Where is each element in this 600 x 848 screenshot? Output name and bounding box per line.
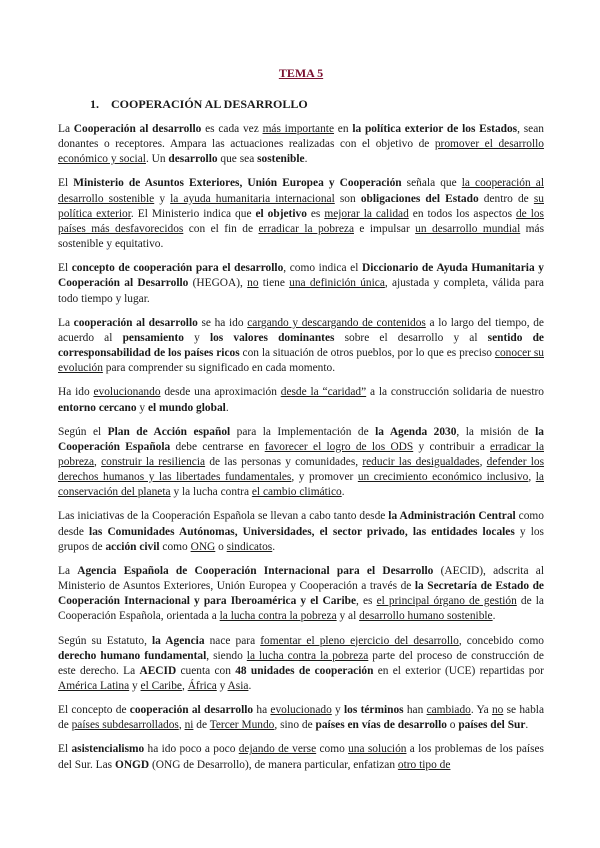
text-run: ha ido poco a poco (144, 743, 239, 756)
text-run: . El Ministerio indica que (130, 207, 256, 220)
underlined-text: Tercer Mundo (209, 719, 275, 732)
section-heading (90, 97, 544, 112)
text-run: nace para (204, 634, 261, 647)
bold-text: Agencia Española de Cooperación Internacional para el Desarrollo (77, 564, 434, 577)
underlined-text: no (491, 704, 504, 717)
text-run: . (304, 153, 308, 166)
paragraph (58, 742, 544, 772)
text-run: han (403, 704, 427, 717)
text-run: de (193, 719, 210, 732)
text-run: El concepto de (58, 704, 130, 717)
underlined-text: fomentar el pleno ejercicio del desarrollo (260, 634, 459, 647)
paragraph (58, 261, 544, 306)
text-run: , (479, 455, 487, 468)
text-run: de la Cooperación Española, orientada a (58, 595, 544, 623)
text-run: como desde (58, 510, 544, 538)
paragraph (58, 509, 544, 554)
underlined-text: la cooperación al desarrollo sostenible (58, 177, 544, 205)
underlined-text: un desarrollo mundial (415, 222, 521, 235)
document-title: TEMA 5 (278, 66, 324, 80)
underlined-text: no (247, 277, 259, 290)
text-run: . (341, 486, 345, 499)
text-run: y (216, 680, 228, 692)
underlined-text: cargando y descargando de contenidos (247, 316, 426, 329)
underlined-text: el principal órgano de gestión (376, 595, 517, 608)
text-run: , ajustada y completa, válida para todo tiempo y lugar. (58, 277, 544, 305)
underlined-text: un crecimiento económico inclusivo (357, 471, 529, 484)
text-run: (AECID), adscrita al Ministerio de Asuntos Exteriores, Unión Europea y Cooperación a través de (58, 564, 544, 593)
bold-text: asistencialismo (71, 743, 145, 756)
text-run: como (316, 743, 349, 756)
text-run: cuenta con (176, 664, 236, 677)
underlined-text: erradicar la pobreza (258, 222, 354, 235)
underlined-text: países subdesarrollados (71, 719, 179, 732)
text-run: o (446, 719, 459, 732)
text-run: y (183, 331, 210, 344)
underlined-text: ni (184, 719, 194, 732)
underlined-text: mejorar la calidad (324, 207, 409, 220)
bold-text: sostenible (257, 153, 305, 166)
text-run: tiene (258, 277, 290, 290)
text-run: . (225, 401, 229, 414)
section-heading-text: COOPERACIÓN AL DESARROLLO (111, 97, 308, 111)
text-run: La (58, 564, 78, 577)
text-run: y (129, 680, 141, 692)
text-run: La (58, 123, 74, 135)
bold-text: la Agencia (152, 634, 205, 647)
underlined-text: la ayuda humanitaria internacional (170, 192, 335, 205)
paragraph (58, 634, 544, 695)
underlined-text: construir la resiliencia (101, 455, 206, 468)
text-run: se ha ido (197, 316, 248, 329)
text-run: Ha ido (58, 386, 94, 399)
bold-text: pensamiento (122, 331, 184, 344)
text-run: . Ya (470, 704, 492, 717)
text-run: parte del proceso de construcción de este derecho. La (58, 649, 544, 677)
bold-text: el objetivo (255, 207, 307, 220)
paragraph (58, 176, 544, 252)
underlined-text: evolucionado (270, 704, 332, 717)
underlined-text: defender los derechos humanos y las libertades fundamentales (58, 455, 545, 484)
section-number: 1. (90, 97, 99, 111)
bold-text: Ministerio de Asuntos Exteriores, Unión Europea y Cooperación (73, 177, 402, 190)
text-run: , siendo (206, 649, 247, 662)
text-run: a la construcción solidaria de nuestro (366, 386, 544, 399)
underlined-text: desde la “caridad” (280, 386, 367, 399)
bold-text: entorno cercano (58, 401, 137, 414)
bold-text: cooperación al desarrollo (129, 704, 254, 717)
paragraph (58, 703, 544, 733)
text-run: con el fin de (183, 222, 259, 235)
underlined-text: evolucionando (93, 386, 161, 399)
bold-text: la Administración Central (388, 510, 516, 523)
text-run: en (334, 123, 353, 135)
text-run: , (94, 455, 102, 468)
document-page (58, 66, 544, 782)
bold-text: la política exterior de los Estados (352, 123, 518, 135)
underlined-text: desarrollo humano sostenible (359, 610, 493, 623)
bold-text: acción civil (105, 540, 160, 553)
bold-text: ONGD (114, 758, 150, 771)
underlined-text: ONG (190, 540, 216, 553)
text-run: El (58, 743, 72, 756)
text-run: para la Implementación de (230, 425, 376, 438)
text-run: son (334, 192, 361, 205)
underlined-text: más importante (262, 123, 335, 135)
text-run: ha (253, 704, 271, 717)
text-run: , concebido como (458, 634, 544, 647)
underlined-text: el cambio climático (251, 486, 342, 499)
paragraph (58, 385, 544, 415)
text-run: sobre el desarrollo y al (334, 331, 488, 344)
text-run: e impulsar (354, 222, 416, 235)
text-run: es cada vez (201, 123, 263, 135)
text-run: Según su Estatuto, (58, 634, 152, 647)
text-run: , y promover (291, 471, 358, 484)
paragraph (58, 564, 544, 625)
text-run: y al (336, 610, 360, 623)
bold-text: Diccionario de Ayuda Humanitaria y Cooperación al Desarrollo (58, 262, 544, 290)
underlined-text: África (187, 680, 217, 692)
bold-text: AECID (139, 664, 177, 677)
text-run: desde una aproximación (160, 386, 281, 399)
underlined-text: su política exterior (58, 192, 544, 220)
text-run: es (306, 207, 325, 220)
bold-text: derecho humano fundamental (58, 649, 207, 662)
underlined-text: una solución (348, 743, 407, 756)
bold-text: las Comunidades Autónomas, Universidades, el sector privado, las entidades locales (89, 525, 515, 538)
text-run: , (178, 719, 185, 732)
bold-text: países del Sur (458, 719, 526, 732)
text-run: . (492, 610, 496, 623)
text-run: que sea (217, 153, 258, 166)
underlined-text: de los países más desfavorecidos (58, 207, 544, 235)
bold-text: los valores dominantes (209, 331, 335, 344)
underlined-text: la conservación del planeta (58, 471, 544, 499)
bold-text: sentido de corresponsabilidad de los países ricos (58, 331, 544, 360)
text-run: y (154, 192, 171, 205)
underlined-text: promover el desarrollo económico y social (58, 138, 544, 166)
text-run: , como indica el (283, 262, 362, 275)
text-run: . (272, 540, 276, 553)
underlined-text: conocer su evolución (58, 347, 544, 375)
underlined-text: el Caribe (140, 680, 182, 692)
text-run: a lo largo del tiempo, de acuerdo al (58, 316, 544, 344)
underlined-text: la lucha contra la pobreza (219, 610, 337, 623)
text-run: (HEGOA), (188, 277, 248, 290)
text-run: El (58, 262, 72, 275)
text-run: con la situación de otros pueblos, por lo que es preciso (239, 347, 495, 360)
text-run: y la lucha contra (170, 486, 252, 499)
underlined-text: reducir las desigualdades (362, 455, 480, 468)
bold-text: 48 unidades de cooperación (235, 664, 374, 677)
text-run: Según el (58, 425, 108, 438)
text-run: . (248, 680, 252, 692)
bold-text: Cooperación al desarrollo (73, 123, 202, 135)
text-run: en todos los aspectos (408, 207, 516, 220)
paragraph (58, 122, 544, 167)
text-run: El (58, 177, 74, 190)
underlined-text: otro tipo de (397, 758, 451, 771)
text-run: dentro de (478, 192, 534, 205)
text-run: y (136, 401, 148, 414)
bold-text: la Secretaría de Estado de Cooperación Internacional y para Iberoamérica y el Caribe (58, 580, 544, 608)
text-run: señala que (401, 177, 462, 190)
text-run: y contribuir a (413, 440, 491, 453)
text-run: y (331, 704, 345, 717)
text-run: de las personas y comunidades, (205, 455, 363, 468)
text-run: Las iniciativas de la Cooperación Española se llevan a cabo tanto desde (58, 510, 389, 523)
underlined-text: erradicar la pobreza (58, 440, 544, 468)
bold-text: concepto de cooperación para el desarrollo (71, 262, 284, 275)
bold-text: desarrollo (168, 153, 218, 166)
underlined-text: favorecer el logro de los ODS (264, 440, 414, 453)
underlined-text: América Latina (58, 680, 130, 692)
text-run: (ONG de Desarrollo), de manera particular, enfatizan (149, 758, 398, 771)
paragraph (58, 425, 544, 501)
bold-text: la Agenda 2030 (375, 425, 457, 438)
text-run: . (525, 719, 529, 732)
text-run: a los problemas de los países del Sur. Las (58, 743, 544, 771)
text-run: . Un (145, 153, 169, 166)
underlined-text: dejando de verse (238, 743, 317, 756)
bold-text: los términos (344, 704, 404, 717)
text-run: , la misión de (456, 425, 536, 438)
text-run: en el exterior (UCE) repartidas por (373, 664, 544, 677)
underlined-text: sindicatos (226, 540, 273, 553)
bold-text: cooperación al desarrollo (73, 316, 198, 329)
bold-text: Plan de Acción español (107, 425, 231, 438)
text-run: como (159, 540, 191, 553)
text-run: , sino de (274, 719, 316, 732)
text-run: se habla de (58, 704, 545, 732)
underlined-text: la lucha contra la pobreza (246, 649, 369, 662)
document-body (58, 122, 544, 773)
bold-text: el mundo global (147, 401, 226, 414)
text-run: y los grupos de (58, 525, 544, 553)
text-run: La (58, 316, 74, 329)
text-run: o (215, 540, 227, 553)
underlined-text: Asia (227, 680, 249, 692)
underlined-text: una definición única (289, 277, 385, 290)
text-run: , es (356, 595, 377, 608)
text-run: debe centrarse en (170, 440, 265, 453)
paragraph (58, 316, 544, 377)
text-run: , (181, 680, 188, 692)
bold-text: la Cooperación Española (58, 425, 544, 453)
text-run: , (528, 471, 536, 484)
underlined-text: cambiado (426, 704, 471, 717)
bold-text: obligaciones del Estado (360, 192, 479, 205)
text-run: más sostenible y equitativo. (58, 222, 545, 251)
text-run: para comprender su significado en cada momento. (102, 362, 336, 375)
bold-text: países en vías de desarrollo (315, 719, 447, 732)
text-run: , sean donantes o receptores. Ampara las actuaciones realizadas con el objetivo de (58, 123, 544, 151)
